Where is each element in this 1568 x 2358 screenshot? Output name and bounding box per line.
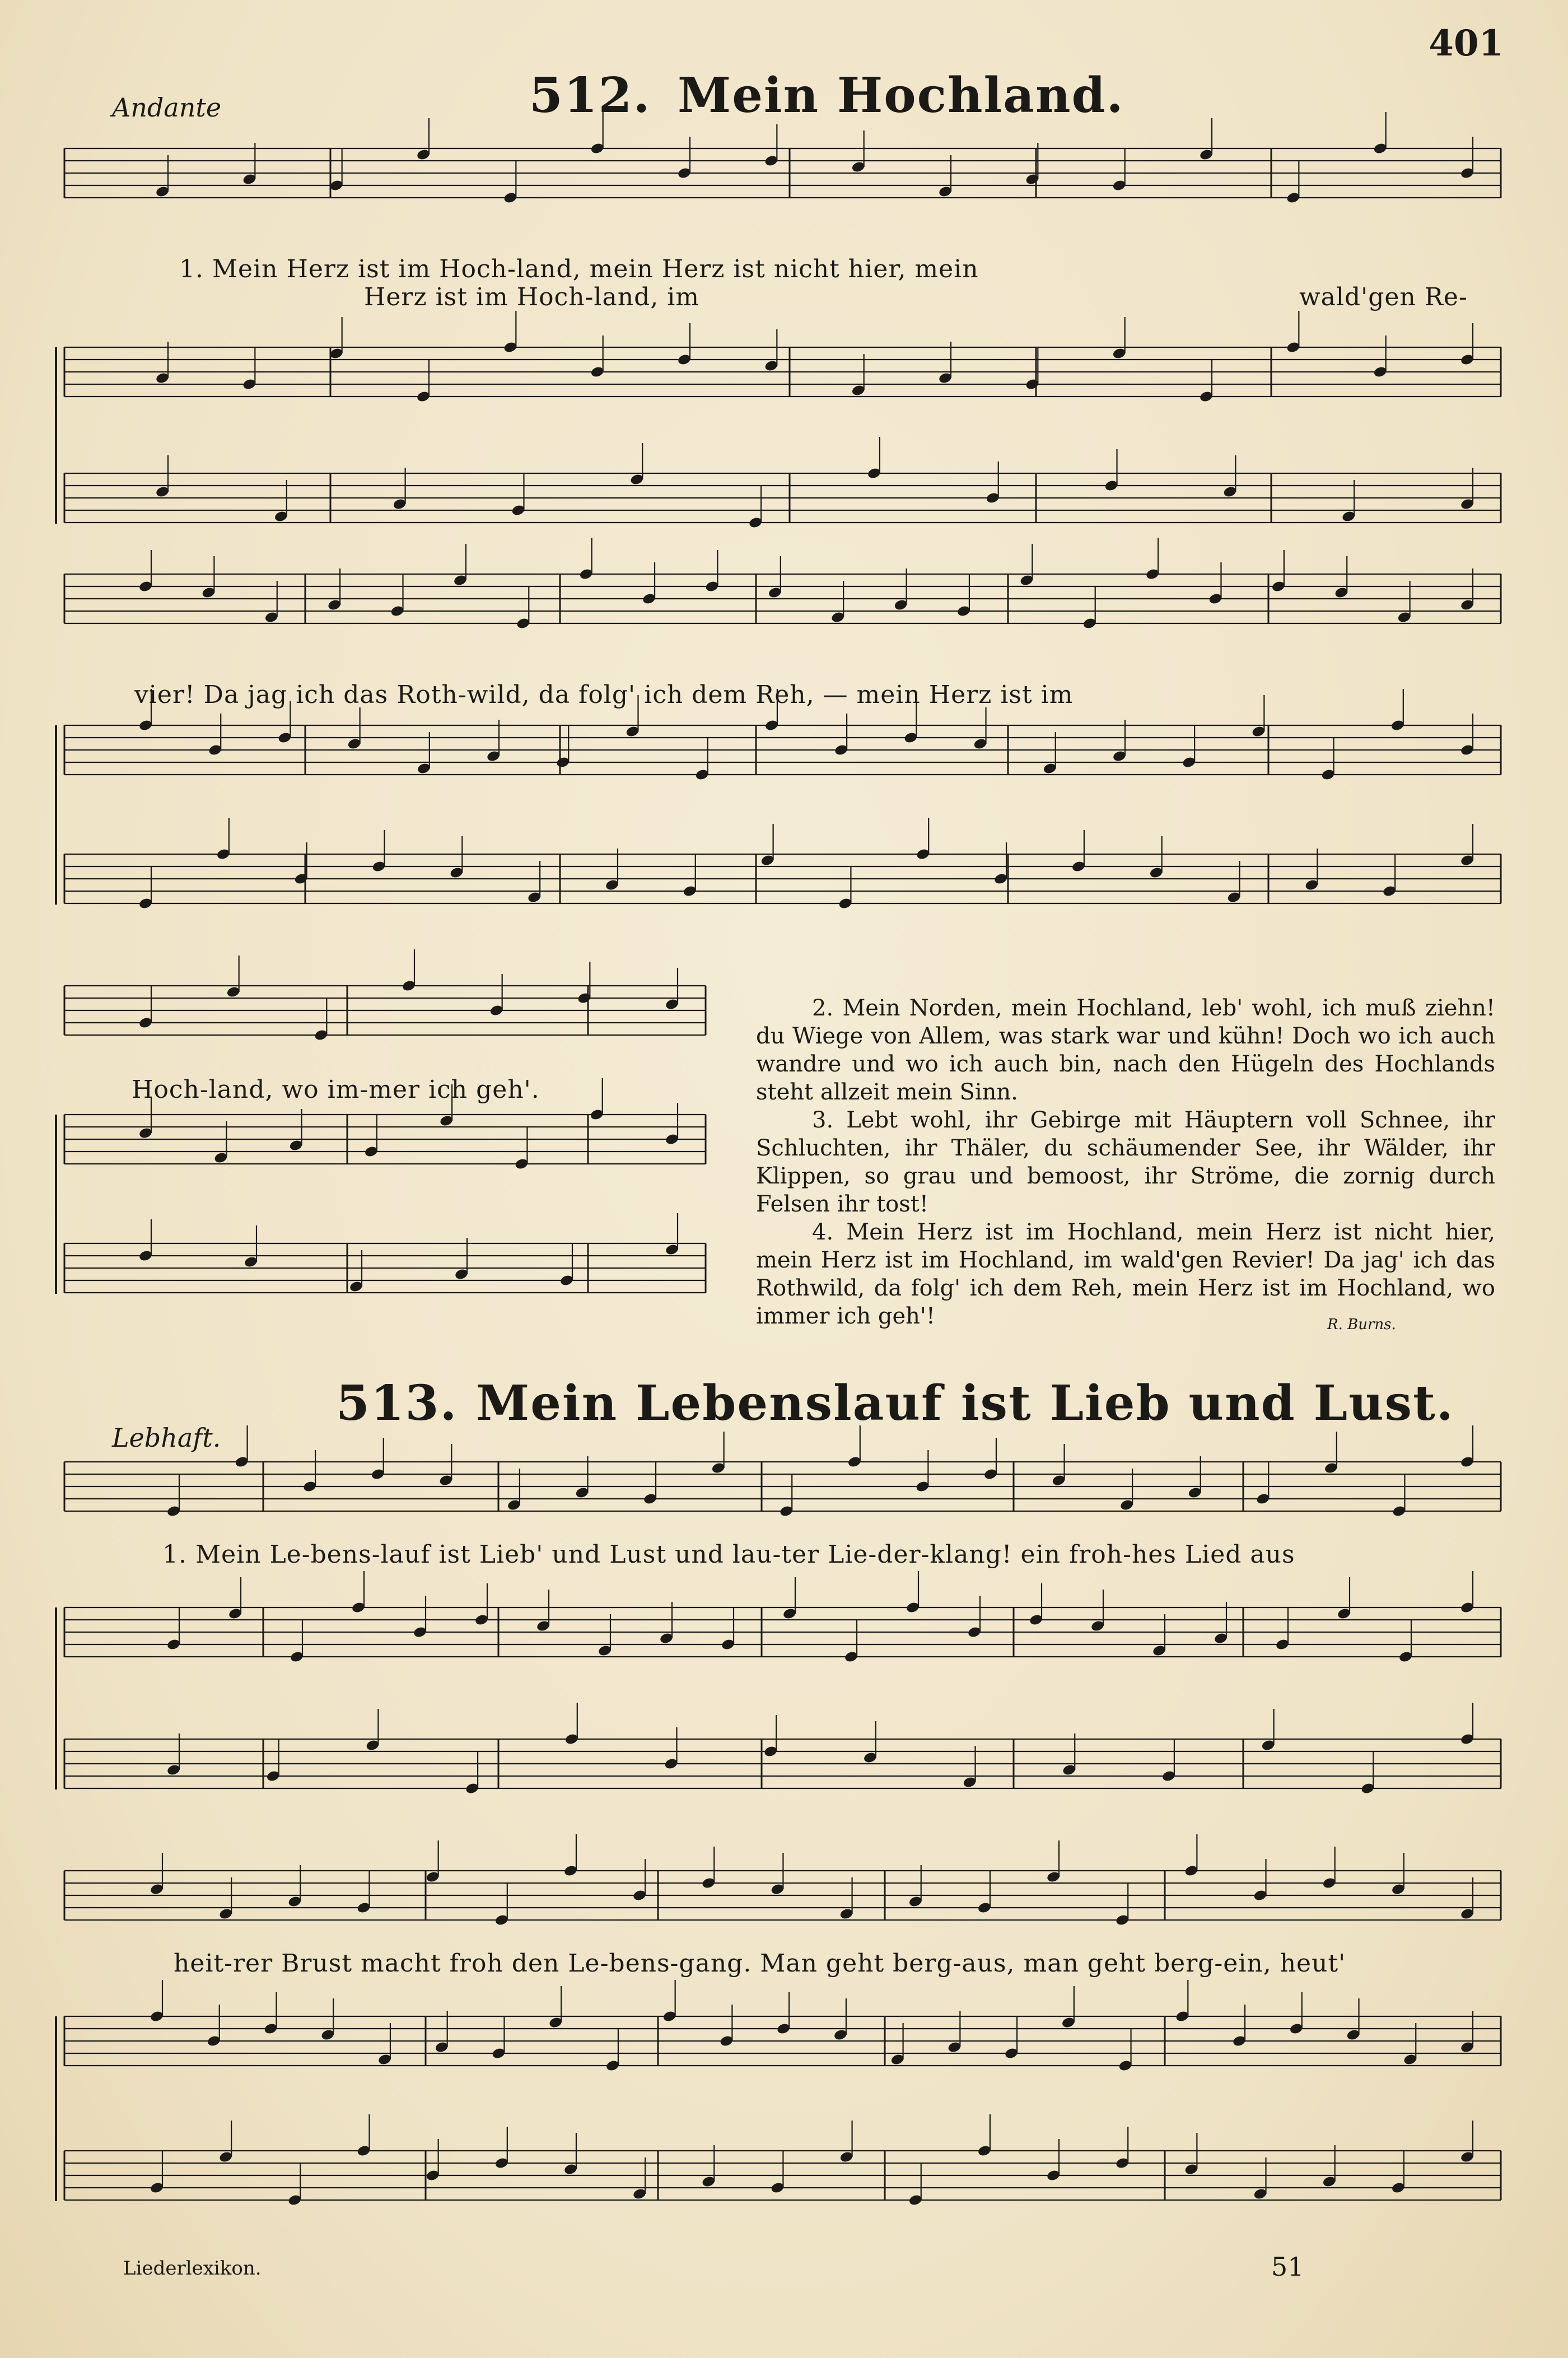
lyrics-512-system3: Hoch-land, wo im-mer ich geh'. [132,1075,540,1104]
lyrics-513-system1: 1. Mein Le-bens-lauf ist Lieb' und Lust und lau-ter Lie-der-klang! ein froh-hes Lied aus [162,1540,1295,1569]
song-title-512: Mein Hochland. [678,67,1124,124]
song-title-513: Mein Lebenslauf ist Lieb und Lust. [476,1375,1454,1432]
verse-2: 2. Mein Norden, mein Hochland, leb' wohl, ich muß ziehn! du Wiege von Allem, was stark war und kühn! Doch wo ich auch wandre und wo ich auch bin, nach den Hügeln des Hochlands steht allzeit mein Sinn. [756,995,1495,1105]
footer-signature-number: 51 [1271,2252,1304,2282]
author-credit: R. Burns. [1327,1316,1396,1333]
lyrics-513-system2: heit-rer Brust macht froh den Le-bens-gang. Man geht berg-aus, man geht berg-ein, heut' [174,1949,1346,1978]
song-number-513: 513. [336,1375,458,1432]
verses-block-512 [756,994,1495,1330]
lyrics-512-system2: vier! Da jag ich das Roth-wild, da folg' ich dem Reh, — mein Herz ist im [134,681,1074,709]
lyrics-512-system1-line1: 1. Mein Herz ist im Hoch-land, mein Herz ist nicht hier, mein [179,255,979,283]
verse-3: 3. Lebt wohl, ihr Gebirge mit Häuptern voll Schnee, ihr Schluchten, ihr Thäler, du schäumender See, ihr Wälder, ihr Klippen, so grau und bemoost, ihr Ströme, die zornig durch Felsen ihr tost! [756,1107,1495,1217]
tempo-marking-513: Lebhaft. [112,1423,221,1453]
lyrics-512-volta-text: wald'gen Re- [1299,283,1468,311]
verse-4: 4. Mein Herz ist im Hochland, mein Herz ist nicht hier, mein Herz ist im Hochland, im wald'gen Revier! Da jag' ich das Rothwild, da folg' ich dem Reh, mein Herz ist im Hochland, wo immer ich geh'! [756,1219,1495,1329]
song-number-512: 512. [529,67,651,124]
lyrics-512-system1-line2: Herz ist im Hoch-land, im [364,283,699,311]
footer-book-title: Liederlexikon. [123,2257,262,2280]
tempo-marking-512: Andante [112,92,222,123]
page-number: 401 [1429,22,1504,64]
